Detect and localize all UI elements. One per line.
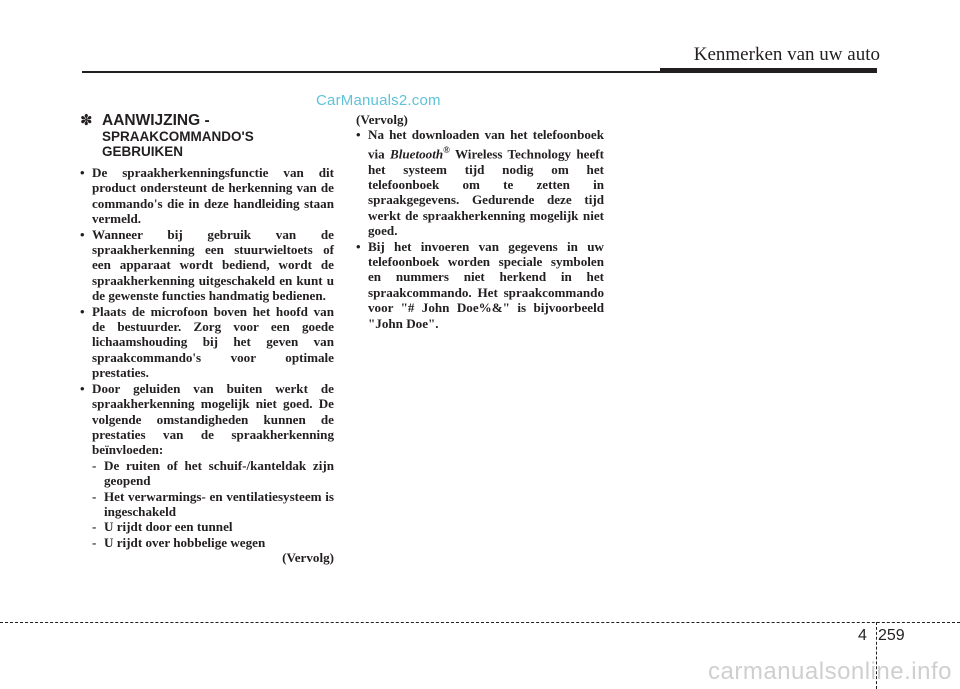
sub-list-item: - De ruiten of het schuif-/kanteldak zijn geopend	[92, 457, 334, 489]
list-item: • Door geluiden van buiten werkt de spraakherkenning mogelijk niet goed. De volgende omstandigheden kunnen de prestaties van de spraakherkenning beïnvloeden:	[80, 380, 334, 458]
note-symbol-icon: ✽	[80, 112, 93, 129]
bullet: •	[80, 226, 85, 242]
page-number	[858, 627, 905, 645]
header-rule	[82, 71, 660, 73]
header-title: Kenmerken van uw auto	[693, 44, 880, 65]
bullet: •	[80, 165, 85, 180]
note-title-line3: GEBRUIKEN	[102, 144, 184, 159]
header-rule-thick	[660, 68, 877, 73]
list-item: • Wanneer bij gebruik van de spraakherkenning een stuurwieltoets of een apparaat wordt bediend, wordt de spraakherkenning uitgeschakeld en kunt u de gewenste functies handmatig bedienen.	[80, 226, 334, 304]
sub-list-item: - Het verwarmings- en ventilatiesysteem is ingeschakeld	[92, 488, 334, 519]
page-number-value: 259	[878, 627, 905, 644]
footer-dashed-rule	[0, 622, 960, 623]
watermark-bottom: carmanualsonline.info	[708, 658, 952, 685]
note-title-line2: SPRAAKCOMMANDO'S	[102, 129, 254, 144]
list-item: • Plaats de microfoon boven het hoofd van de bestuurder. Zorg voor een goede lichaamshouding bij het geven van spraakcommando's voor optimale prestaties.	[80, 303, 334, 381]
right-column	[356, 112, 604, 331]
note-title-line1: AANWIJZING -	[102, 112, 210, 129]
chapter-number: 4	[858, 627, 867, 644]
continued-label: (Vervolg)	[282, 550, 334, 566]
bullet: •	[80, 303, 85, 319]
bullet: •	[80, 380, 85, 396]
list-item: • Bij het invoeren van gegevens in uw telefoonboek worden speciale symbolen en nummers niet herkend in het spraakcommando. Het spraakcommando voor "# John Doe%&" is bijvoorbeeld "John Doe".	[356, 238, 604, 331]
bullet: •	[356, 238, 361, 254]
sub-list-item: - U rijdt over hobbelige wegen	[92, 534, 266, 550]
sub-list-item: - U rijdt door een tunnel	[92, 519, 233, 535]
list-item: • Na het downloaden van het telefoonboek via Bluetooth® Wireless Technology heeft het systeem tijd nodig om het telefoonboek om te zetten in spraakgegevens. Gedurende deze tijd werkt de spraakherkenning mogelijk niet goed.	[356, 127, 604, 239]
watermark-link[interactable]: CarManuals2.com	[316, 92, 441, 109]
note-title	[80, 112, 334, 159]
bullet: •	[356, 127, 361, 143]
left-column	[80, 112, 334, 566]
continued-label: (Vervolg)	[356, 112, 408, 127]
bluetooth-brand: Bluetooth	[390, 146, 444, 162]
list-item: • De spraakherkenningsfunctie van dit product ondersteunt de herkenning van de commando's die in deze handleiding staan vermeld.	[80, 165, 334, 227]
